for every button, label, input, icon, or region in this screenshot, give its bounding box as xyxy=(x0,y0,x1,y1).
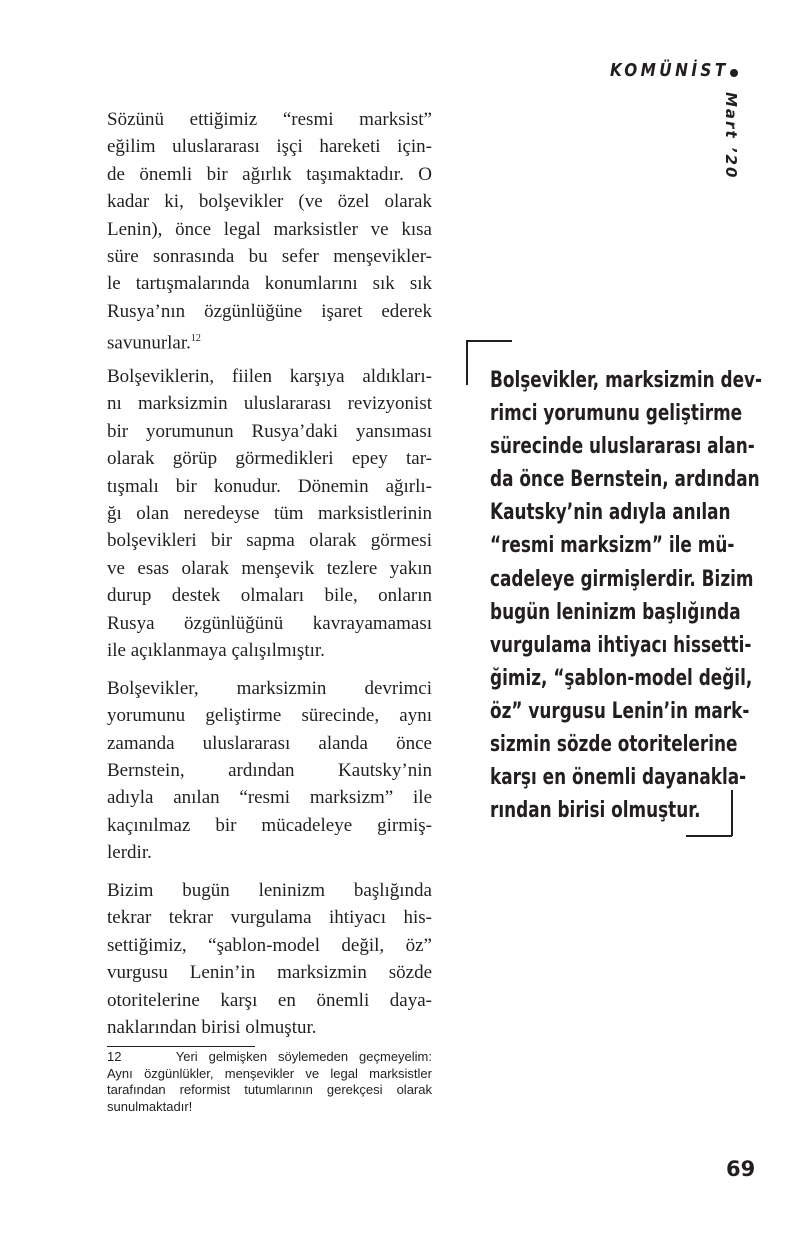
text-line xyxy=(490,794,715,827)
line-text: Kautsky’nin adıyla anılan xyxy=(490,499,731,526)
text-line xyxy=(107,106,432,133)
line-text: Rusya özgünlüğünü kavrayamaması xyxy=(107,612,432,634)
issue-date: Mart ’20 xyxy=(722,92,740,180)
line-text: de önemli bir ağırlık taşımaktadır. O xyxy=(107,163,432,185)
line-text: 12 Yeri gelmişken söylemeden geçmeyelim: xyxy=(107,1049,432,1064)
text-line xyxy=(107,325,432,352)
line-text: vurgulama ihtiyacı hissetti- xyxy=(490,631,752,658)
text-line xyxy=(107,932,432,959)
text-line xyxy=(107,959,432,986)
page-number: 69 xyxy=(726,1157,756,1181)
text-line xyxy=(107,730,432,757)
body-text xyxy=(107,106,432,1052)
paragraph xyxy=(107,675,432,867)
line-text: ğimiz, “şablon-model değil, xyxy=(490,664,753,691)
text-line xyxy=(107,904,432,931)
text-line xyxy=(107,188,432,215)
line-text: öz” vurgusu Lenin’in mark- xyxy=(490,697,750,724)
text-line xyxy=(107,1014,432,1041)
footnote-separator xyxy=(107,1046,255,1047)
line-text: ile açıklanmaya çalışılmıştır. xyxy=(107,639,325,661)
text-line xyxy=(107,363,432,390)
line-text: kaçınılmaz bir mücadeleye girmiş- xyxy=(107,814,432,836)
quote-bracket-top xyxy=(466,340,512,342)
line-text: kadar ki, bolşevikler (ve özel olarak xyxy=(107,191,432,213)
text-line xyxy=(107,675,432,702)
text-line xyxy=(107,784,432,811)
text-line xyxy=(107,133,432,160)
line-text: tışmalı bir konudur. Dönemin ağırlı- xyxy=(107,475,432,497)
line-text: adıyla anılan “resmi marksizm” ile xyxy=(107,787,432,809)
text-line xyxy=(107,1049,432,1066)
line-text: olarak görüp görmedikleri epey tar- xyxy=(107,448,432,470)
paragraph xyxy=(107,363,432,664)
text-line xyxy=(107,445,432,472)
text-line xyxy=(107,390,432,417)
text-line xyxy=(107,418,432,445)
line-text: bir yorumunun Rusya’daki yansıması xyxy=(107,420,432,442)
bullet-dot xyxy=(730,69,738,77)
line-text: lerdir. xyxy=(107,842,152,864)
line-text: nı marksizmin uluslararası revizyonist xyxy=(107,393,432,415)
line-text: Bolşevikler, marksizmin dev- xyxy=(490,367,763,393)
text-line xyxy=(107,555,432,582)
text-line xyxy=(490,463,760,496)
text-line xyxy=(107,473,432,500)
journal-title: KOMÜNİST xyxy=(610,60,729,81)
line-text: sizmin sözde otoritelerine xyxy=(490,731,738,758)
line-text: süre sonrasında bu sefer menşevikler- xyxy=(107,245,432,267)
quote-bracket-left xyxy=(466,340,468,385)
line-text: Bernstein, ardından Kautsky’nin xyxy=(107,759,432,781)
line-text: tekrar tekrar vurgulama ihtiyacı his- xyxy=(107,907,432,929)
text-line xyxy=(107,582,432,609)
text-line xyxy=(490,529,735,562)
line-text: otoritelerine karşı en önemli daya- xyxy=(107,989,432,1011)
text-line xyxy=(107,161,432,188)
text-line xyxy=(107,527,432,554)
line-text: tarafından reformist tutumlarının gerekçesi olarak xyxy=(107,1082,432,1098)
line-text: settiğimiz, “şablon-model değil, öz” xyxy=(107,934,432,956)
line-text: sunulmaktadır! xyxy=(107,1099,193,1115)
line-text: savunurlar. xyxy=(107,332,191,354)
text-line xyxy=(490,761,747,794)
line-text: Lenin), önce legal marksistler ve kısa xyxy=(107,218,432,240)
line-text: cadeleye girmişlerdir. Bizim xyxy=(490,565,754,592)
text-line xyxy=(490,695,750,728)
paragraph xyxy=(107,877,432,1041)
text-line xyxy=(490,596,741,629)
text-line xyxy=(107,216,432,243)
pull-quote xyxy=(490,364,763,827)
line-text: Bolşevikler, marksizmin devrimci xyxy=(107,677,432,699)
text-line xyxy=(490,563,754,596)
line-text: yorumunu geliştirme sürecinde, aynı xyxy=(107,705,432,727)
line-text: vurgusu Lenin’in marksizmin sözde xyxy=(107,962,432,984)
text-line xyxy=(490,364,763,397)
line-text: le tartışmalarında konumlarını sık sık xyxy=(107,273,432,295)
line-text: karşı en önemli dayanakla- xyxy=(490,764,747,791)
line-text: durup destek olmaları bile, onların xyxy=(107,585,432,607)
text-line xyxy=(107,637,432,664)
line-text: eğilim uluslararası işçi hareketi için- xyxy=(107,136,432,158)
line-text: Bizim bugün leninizm başlığında xyxy=(107,880,432,902)
text-line xyxy=(107,1082,432,1099)
line-text: bugün leninizm başlığında xyxy=(490,598,741,625)
line-text: Bolşeviklerin, fiilen karşıya aldıkları- xyxy=(107,366,432,388)
text-line xyxy=(107,839,432,866)
text-line xyxy=(107,1099,432,1116)
line-text: rından birisi olmuştur. xyxy=(490,797,701,824)
line-text: sürecinde uluslararası alan- xyxy=(490,433,755,460)
text-line xyxy=(107,610,432,637)
line-text: Sözünü ettiğimiz “resmi marksist” xyxy=(107,109,432,130)
text-line xyxy=(107,270,432,297)
text-line xyxy=(107,812,432,839)
text-line xyxy=(107,298,432,325)
text-line xyxy=(490,397,743,430)
line-text: “resmi marksizm” ile mü- xyxy=(490,532,735,559)
text-line xyxy=(107,1066,432,1083)
text-line xyxy=(490,728,738,761)
line-text: bolşevikleri bir sapma olarak görmesi xyxy=(107,530,432,552)
text-line xyxy=(490,430,755,463)
text-line xyxy=(107,757,432,784)
line-text: Aynı özgünlükler, menşevikler ve legal marksistler xyxy=(107,1065,432,1081)
text-line xyxy=(107,877,432,904)
footnote-ref[interactable]: 12 xyxy=(190,333,201,345)
footnote xyxy=(107,1049,432,1116)
text-line xyxy=(107,987,432,1014)
line-text: ve esas olarak menşevik tezlere yakın xyxy=(107,557,432,579)
text-line xyxy=(490,662,753,695)
text-line xyxy=(490,629,752,662)
text-line xyxy=(490,496,731,529)
paragraph xyxy=(107,106,432,353)
line-text: da önce Bernstein, ardından xyxy=(490,466,760,493)
quote-bracket-bottom xyxy=(686,835,732,837)
line-text: zamanda uluslararası alanda önce xyxy=(107,732,432,754)
line-text: naklarından birisi olmuştur. xyxy=(107,1017,317,1038)
line-text: rimci yorumunu geliştirme xyxy=(490,400,743,427)
line-text: Rusya’nın özgünlüğüne işaret ederek xyxy=(107,300,432,322)
line-text: ğı olan neredeyse tüm marksistlerinin xyxy=(107,502,432,524)
text-line xyxy=(107,500,432,527)
text-line xyxy=(107,243,432,270)
quote-bracket-right xyxy=(731,790,733,836)
text-line xyxy=(107,702,432,729)
